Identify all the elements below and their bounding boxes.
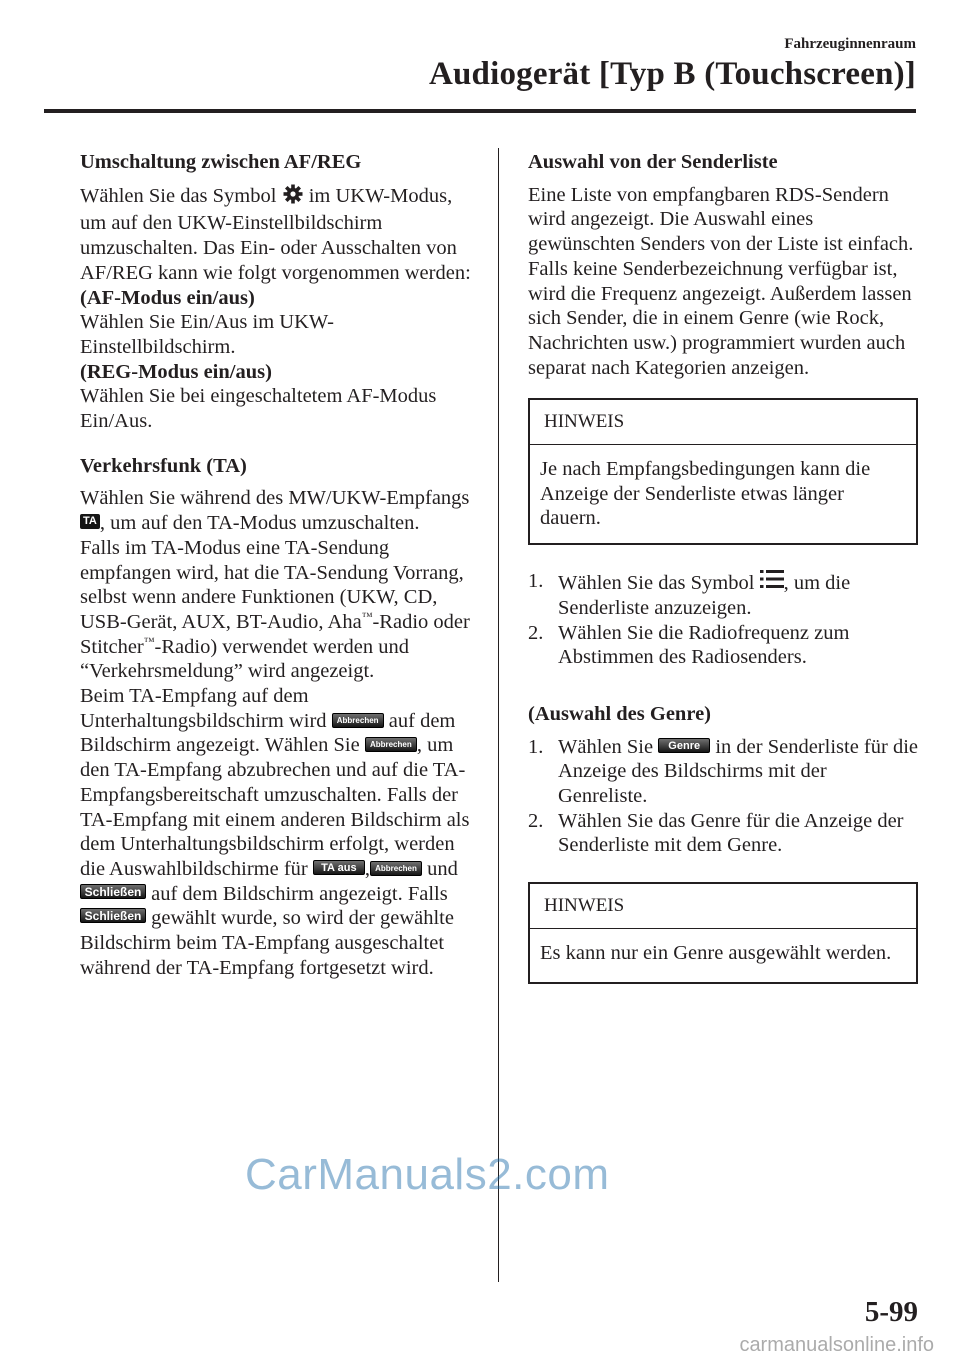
- note-box: [528, 882, 918, 983]
- note-heading: HINWEIS: [530, 400, 916, 445]
- page-title: Audiogerät [Typ B (Touchscreen)]: [428, 56, 916, 92]
- af-mode-text: Wählen Sie Ein/Aus im UKW-Einstellbildschirm.: [80, 311, 334, 358]
- trademark: ™: [361, 610, 373, 623]
- list-item: 2. Wählen Sie das Genre für die Anzeige der Senderliste mit dem Genre.: [528, 809, 904, 857]
- list-item: 1. Wählen Sie Genre in der Senderliste für die Anzeige des Bildschirms mit der Genreliste.: [528, 735, 918, 808]
- page-number: 5-99: [864, 1296, 918, 1328]
- station-list-paragraph: Eine Liste von empfangbaren RDS-Sendern wird angezeigt. Die Auswahl eines gewünschten Senders von der Liste ist einfach. Falls keine Senderbezeichnung verfügbar ist, wird die Frequenz angezeigt. Außerdem lassen sich Sender, die in einem Genre (wie Rock, Nachrichten usw.) programmiert wurden auch separat nach Kategorien anzeigen.: [528, 183, 914, 379]
- ta-heading: Verkehrsfunk (TA): [80, 454, 247, 477]
- steps-list: [528, 569, 918, 670]
- note-text: Je nach Empfangsbedingungen kann die Anzeige der Senderliste etwas länger dauern.: [540, 458, 871, 530]
- column-divider: [498, 148, 499, 1282]
- watermark-corner: carmanualsonline.info: [739, 1334, 934, 1356]
- note-text: Es kann nur ein Genre ausgewählt werden.: [540, 941, 892, 964]
- abbrechen-button-icon: Abbrechen: [365, 737, 417, 752]
- schliessen-button-icon: Schließen: [80, 908, 146, 923]
- watermark-center: CarManuals2.com: [245, 1150, 610, 1199]
- afreg-paragraph: Wählen Sie das Symbol im UKW-Modus, um auf den UKW-Einstellbildschirm umzuschalten. Das Ein- oder Ausschalten von AF/REG kann wie folgt vorgenommen werden:: [80, 184, 471, 284]
- gear-icon: [282, 183, 304, 212]
- abbrechen-button-icon: Abbrechen: [370, 861, 422, 876]
- genre-heading: (Auswahl des Genre): [528, 702, 711, 725]
- schliessen-button-icon: Schließen: [80, 884, 146, 899]
- abbrechen-button-icon: Abbrechen: [332, 713, 384, 728]
- list-item: 2. Wählen Sie die Radiofrequenz zum Abstimmen des Radiosenders.: [528, 621, 850, 669]
- note-heading: HINWEIS: [530, 884, 916, 929]
- station-list-heading: Auswahl von der Senderliste: [528, 151, 778, 173]
- ta-paragraph-2: Falls im TA-Modus eine TA-Sendung empfangen wird, hat die TA-Sendung Vorrang, selbst wenn andere Funktionen (UKW, CD, USB-Gerät, AUX, BT-Audio, Aha™-Radio oder Stitcher™-Radio) verwendet werden und “Verkehrsmeldung” wird angezeigt.: [80, 536, 470, 683]
- genre-button-icon: Genre: [658, 738, 710, 753]
- list-item: 1. Wählen Sie das Symbol , um die Senderliste anzuzeigen.: [528, 570, 851, 619]
- ta-aus-button-icon: TA aus: [313, 860, 365, 875]
- right-column: [528, 150, 918, 1008]
- genre-steps-list: [528, 735, 918, 859]
- ta-paragraph-3: Beim TA-Empfang auf dem Unterhaltungsbildschirm wird Abbrechen auf dem Bildschirm angezeigt. Wählen Sie Abbrechen , um den TA-Empfang abzubrechen und auf die TA-Empfangsbereitschaft umzuschalten. Falls der TA-Empfang mit einem anderen Bildschirm als dem Unterhaltungsbildschirm erfolgt, werden die Auswahlbildschirme für TA aus , Abbrechen und Schließen auf dem Bildschirm angezeigt. Falls Schließen gewählt wurde, so wird der gewählte Bildschirm beim TA-Empfang ausgeschaltet während der TA-Empfang fortgesetzt wird.: [80, 685, 470, 979]
- list-icon: [760, 569, 784, 596]
- section-label: Fahrzeuginnenraum: [784, 36, 916, 52]
- reg-mode-subheading: (REG-Modus ein/aus): [80, 360, 272, 383]
- ta-paragraph-1: Wählen Sie während des MW/UKW-Empfangs TA , um auf den TA-Modus umzuschalten.: [80, 487, 470, 535]
- header-rule: [44, 109, 916, 113]
- afreg-heading: Umschaltung zwischen AF/REG: [80, 151, 362, 173]
- af-mode-subheading: (AF-Modus ein/aus): [80, 286, 255, 309]
- left-column: [80, 150, 480, 981]
- reg-mode-text: Wählen Sie bei eingeschaltetem AF-Modus Ein/Aus.: [80, 385, 437, 433]
- trademark: ™: [143, 635, 155, 648]
- ta-button-icon: TA: [80, 514, 100, 529]
- note-box: [528, 398, 918, 545]
